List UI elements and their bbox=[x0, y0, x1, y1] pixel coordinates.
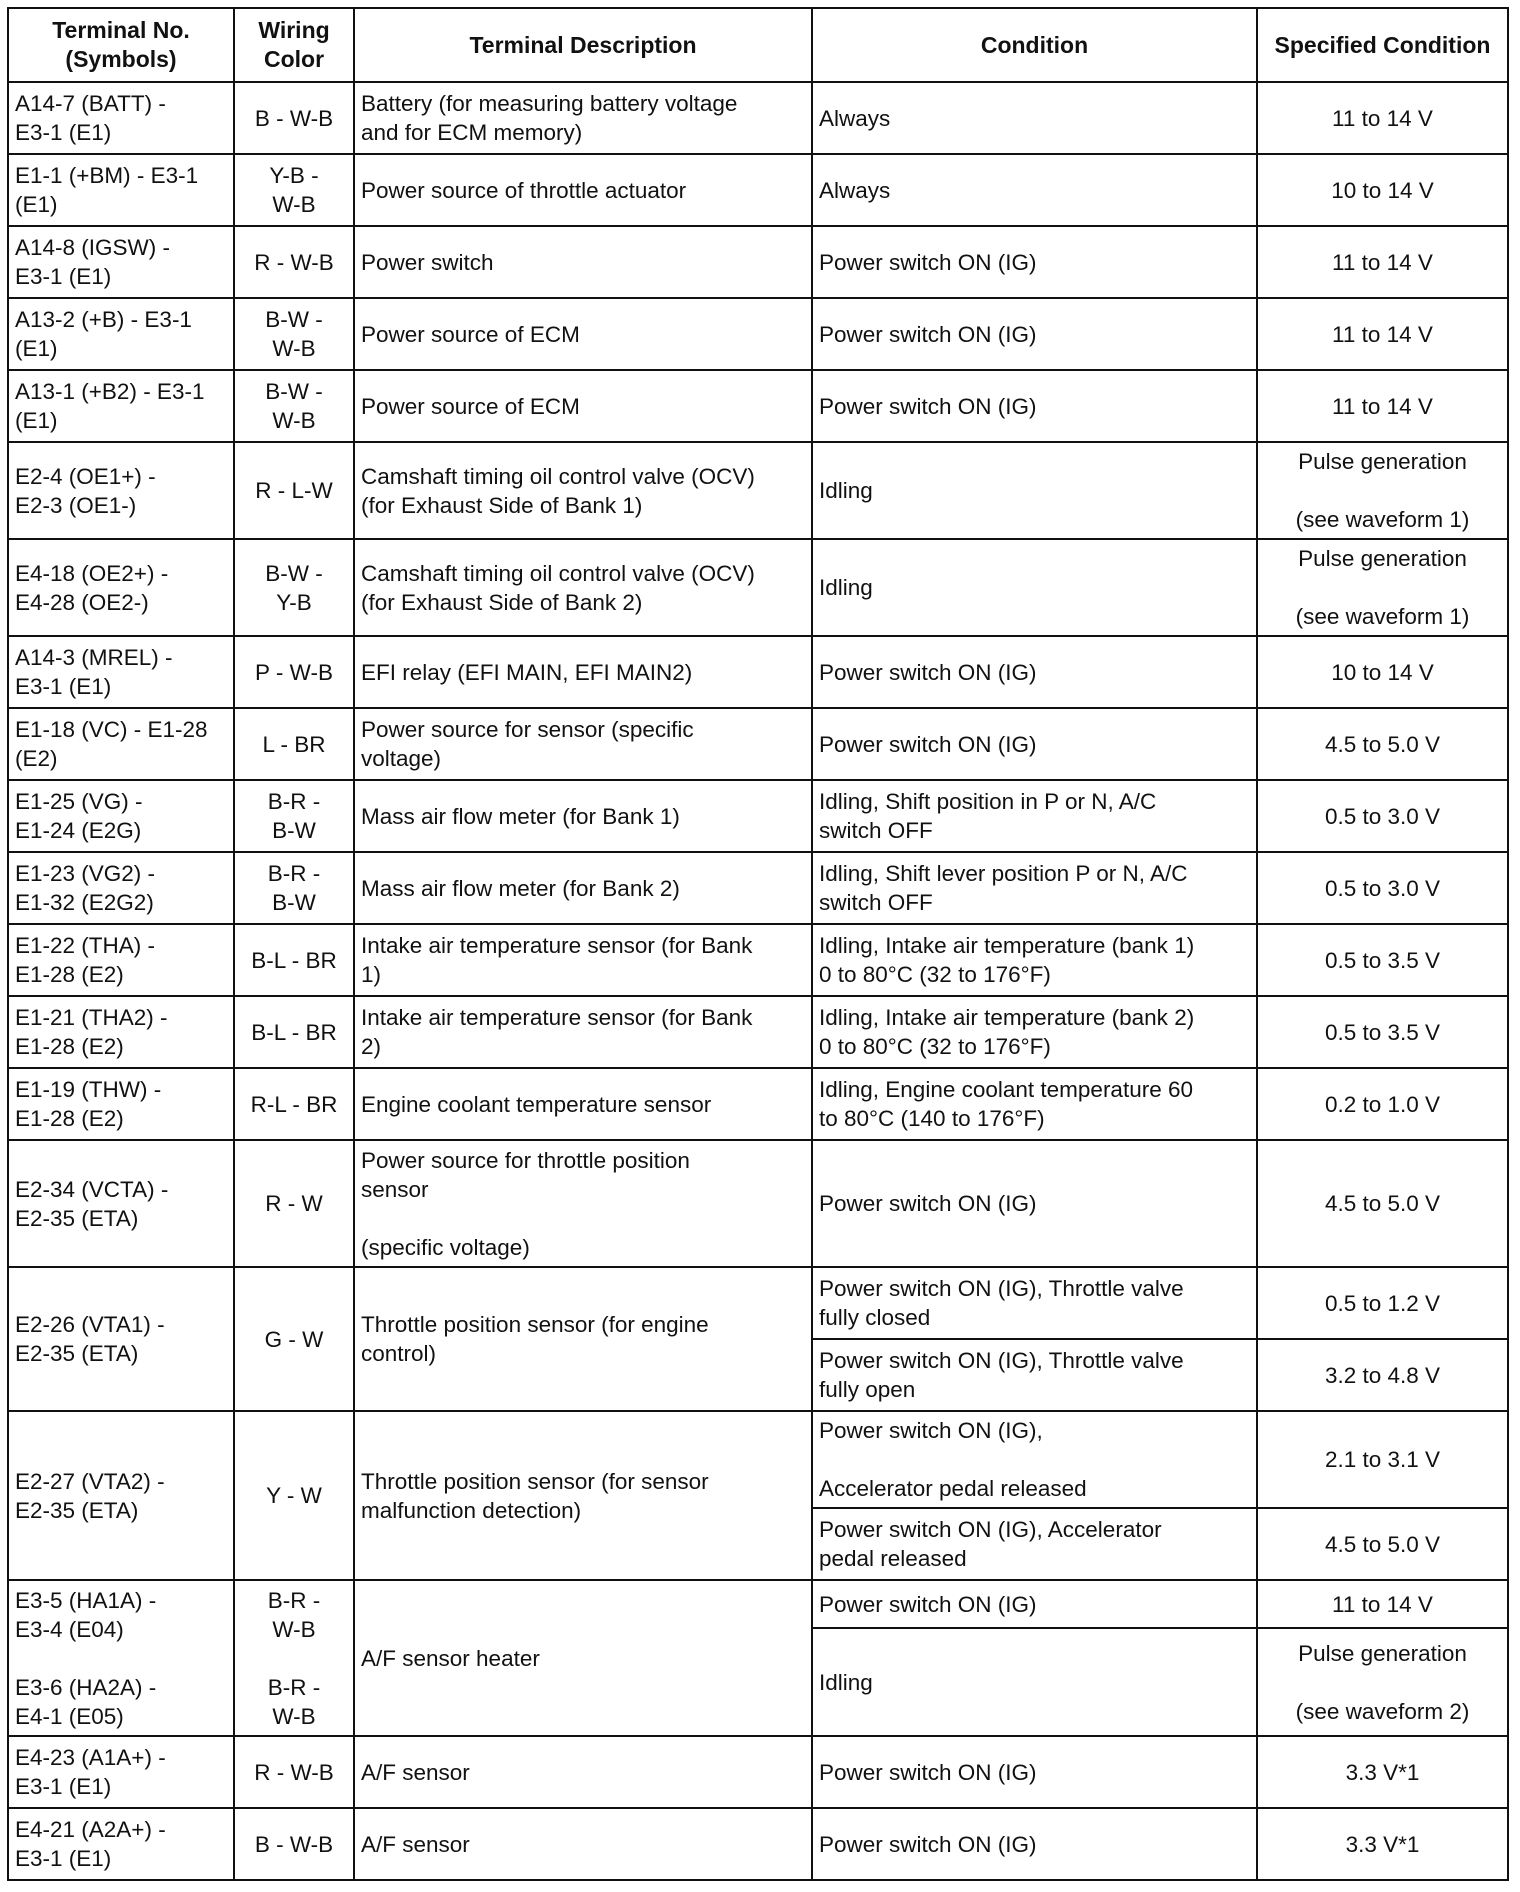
terminal-cell: E3-5 (HA1A) - E3-4 (E04) E3-6 (HA2A) - E4-1 (E05) bbox=[8, 1580, 234, 1736]
table-row bbox=[8, 154, 1508, 226]
condition-cell: Idling, Shift position in P or N, A/C switch OFF bbox=[812, 780, 1257, 852]
condition-cell: Always bbox=[812, 82, 1257, 154]
wiring-cell: B-R - B-W bbox=[234, 780, 354, 852]
terminal-cell: E4-21 (A2A+) - E3-1 (E1) bbox=[8, 1808, 234, 1880]
specified-cell: 3.3 V*1 bbox=[1257, 1808, 1508, 1880]
specified-cell: 0.5 to 3.0 V bbox=[1257, 780, 1508, 852]
wiring-cell: R-L - BR bbox=[234, 1068, 354, 1140]
condition-cell: Idling, Engine coolant temperature 60 to 80°C (140 to 176°F) bbox=[812, 1068, 1257, 1140]
wiring-cell: P - W-B bbox=[234, 636, 354, 708]
description-cell: Power source for throttle position sensor (specific voltage) bbox=[354, 1140, 812, 1267]
specified-cell: 11 to 14 V bbox=[1257, 298, 1508, 370]
specified-cell: 11 to 14 V bbox=[1257, 1580, 1508, 1628]
description-cell: Power switch bbox=[354, 226, 812, 298]
table-row bbox=[8, 1411, 1508, 1508]
table-row bbox=[8, 82, 1508, 154]
description-cell: Throttle position sensor (for sensor malfunction detection) bbox=[354, 1411, 812, 1580]
table-row bbox=[8, 780, 1508, 852]
description-cell: Power source of ECM bbox=[354, 370, 812, 442]
wiring-cell: R - W-B bbox=[234, 226, 354, 298]
terminal-cell: E2-27 (VTA2) - E2-35 (ETA) bbox=[8, 1411, 234, 1580]
table-row bbox=[8, 996, 1508, 1068]
header-specified-condition: Specified Condition bbox=[1257, 8, 1508, 82]
wiring-cell: B - W-B bbox=[234, 1808, 354, 1880]
description-cell: Intake air temperature sensor (for Bank 2) bbox=[354, 996, 812, 1068]
header-terminal: Terminal No. (Symbols) bbox=[8, 8, 234, 82]
terminal-cell: E2-4 (OE1+) - E2-3 (OE1-) bbox=[8, 442, 234, 539]
wiring-cell: R - W bbox=[234, 1140, 354, 1267]
specified-cell: 3.3 V*1 bbox=[1257, 1736, 1508, 1808]
specified-cell: 0.5 to 3.5 V bbox=[1257, 924, 1508, 996]
condition-cell: Always bbox=[812, 154, 1257, 226]
terminal-cell: E4-18 (OE2+) - E4-28 (OE2-) bbox=[8, 539, 234, 636]
table-row bbox=[8, 1140, 1508, 1267]
terminal-cell: E2-34 (VCTA) - E2-35 (ETA) bbox=[8, 1140, 234, 1267]
specified-cell: 4.5 to 5.0 V bbox=[1257, 708, 1508, 780]
description-cell: Engine coolant temperature sensor bbox=[354, 1068, 812, 1140]
table-row bbox=[8, 1736, 1508, 1808]
header-wiring-color: Wiring Color bbox=[234, 8, 354, 82]
specified-cell: 11 to 14 V bbox=[1257, 82, 1508, 154]
condition-cell: Power switch ON (IG), Throttle valve fully closed bbox=[812, 1267, 1257, 1339]
terminal-cell: E4-23 (A1A+) - E3-1 (E1) bbox=[8, 1736, 234, 1808]
wiring-cell: Y-B - W-B bbox=[234, 154, 354, 226]
table-row bbox=[8, 636, 1508, 708]
terminal-cell: E1-18 (VC) - E1-28 (E2) bbox=[8, 708, 234, 780]
specified-cell: 3.2 to 4.8 V bbox=[1257, 1339, 1508, 1411]
header-row bbox=[8, 8, 1508, 82]
table-row bbox=[8, 539, 1508, 636]
condition-cell: Power switch ON (IG) bbox=[812, 1808, 1257, 1880]
condition-cell: Power switch ON (IG) bbox=[812, 370, 1257, 442]
description-cell: Mass air flow meter (for Bank 1) bbox=[354, 780, 812, 852]
table-row bbox=[8, 924, 1508, 996]
condition-cell: Power switch ON (IG), Accelerator pedal released bbox=[812, 1411, 1257, 1508]
condition-cell: Idling, Shift lever position P or N, A/C switch OFF bbox=[812, 852, 1257, 924]
description-cell: Camshaft timing oil control valve (OCV) (for Exhaust Side of Bank 2) bbox=[354, 539, 812, 636]
table-row bbox=[8, 1808, 1508, 1880]
wiring-cell: B-L - BR bbox=[234, 996, 354, 1068]
specified-cell: 0.5 to 3.0 V bbox=[1257, 852, 1508, 924]
specified-cell: 2.1 to 3.1 V bbox=[1257, 1411, 1508, 1508]
table-row bbox=[8, 852, 1508, 924]
terminal-cell: A14-3 (MREL) - E3-1 (E1) bbox=[8, 636, 234, 708]
header-terminal-description: Terminal Description bbox=[354, 8, 812, 82]
condition-cell: Power switch ON (IG) bbox=[812, 1736, 1257, 1808]
specified-cell: 11 to 14 V bbox=[1257, 370, 1508, 442]
wiring-cell: L - BR bbox=[234, 708, 354, 780]
description-cell: A/F sensor bbox=[354, 1808, 812, 1880]
specified-cell: 0.2 to 1.0 V bbox=[1257, 1068, 1508, 1140]
wiring-cell: B-R - W-B B-R - W-B bbox=[234, 1580, 354, 1736]
condition-cell: Idling bbox=[812, 1628, 1257, 1736]
specified-cell: 10 to 14 V bbox=[1257, 154, 1508, 226]
table-row bbox=[8, 226, 1508, 298]
terminal-cell: A14-7 (BATT) - E3-1 (E1) bbox=[8, 82, 234, 154]
wiring-cell: Y - W bbox=[234, 1411, 354, 1580]
specified-cell: 0.5 to 3.5 V bbox=[1257, 996, 1508, 1068]
table-row bbox=[8, 298, 1508, 370]
wiring-cell: B - W-B bbox=[234, 82, 354, 154]
wiring-cell: B-R - B-W bbox=[234, 852, 354, 924]
specified-cell: Pulse generation (see waveform 2) bbox=[1257, 1628, 1508, 1736]
terminal-cell: A13-1 (+B2) - E3-1 (E1) bbox=[8, 370, 234, 442]
terminal-cell: E1-1 (+BM) - E3-1 (E1) bbox=[8, 154, 234, 226]
description-cell: Power source of ECM bbox=[354, 298, 812, 370]
condition-cell: Power switch ON (IG), Accelerator pedal released bbox=[812, 1508, 1257, 1580]
specified-cell: 4.5 to 5.0 V bbox=[1257, 1140, 1508, 1267]
description-cell: A/F sensor heater bbox=[354, 1580, 812, 1736]
condition-cell: Idling bbox=[812, 442, 1257, 539]
condition-cell: Idling, Intake air temperature (bank 2) 0 to 80°C (32 to 176°F) bbox=[812, 996, 1257, 1068]
condition-cell: Idling bbox=[812, 539, 1257, 636]
terminal-spec-table bbox=[7, 7, 1509, 1881]
description-cell: Camshaft timing oil control valve (OCV) (for Exhaust Side of Bank 1) bbox=[354, 442, 812, 539]
condition-cell: Power switch ON (IG) bbox=[812, 708, 1257, 780]
terminal-cell: E1-19 (THW) - E1-28 (E2) bbox=[8, 1068, 234, 1140]
wiring-cell: R - W-B bbox=[234, 1736, 354, 1808]
table-row bbox=[8, 442, 1508, 539]
wiring-cell: B-L - BR bbox=[234, 924, 354, 996]
description-cell: Mass air flow meter (for Bank 2) bbox=[354, 852, 812, 924]
condition-cell: Power switch ON (IG) bbox=[812, 226, 1257, 298]
description-cell: EFI relay (EFI MAIN, EFI MAIN2) bbox=[354, 636, 812, 708]
header-condition: Condition bbox=[812, 8, 1257, 82]
wiring-cell: B-W - Y-B bbox=[234, 539, 354, 636]
wiring-cell: G - W bbox=[234, 1267, 354, 1411]
condition-cell: Power switch ON (IG) bbox=[812, 636, 1257, 708]
specified-cell: 11 to 14 V bbox=[1257, 226, 1508, 298]
terminal-cell: E1-21 (THA2) - E1-28 (E2) bbox=[8, 996, 234, 1068]
condition-cell: Power switch ON (IG) bbox=[812, 1580, 1257, 1628]
table-row bbox=[8, 370, 1508, 442]
description-cell: Battery (for measuring battery voltage and for ECM memory) bbox=[354, 82, 812, 154]
wiring-cell: B-W - W-B bbox=[234, 298, 354, 370]
terminal-cell: A14-8 (IGSW) - E3-1 (E1) bbox=[8, 226, 234, 298]
description-cell: Throttle position sensor (for engine control) bbox=[354, 1267, 812, 1411]
table-row bbox=[8, 1267, 1508, 1339]
terminal-cell: E1-23 (VG2) - E1-32 (E2G2) bbox=[8, 852, 234, 924]
condition-cell: Power switch ON (IG) bbox=[812, 298, 1257, 370]
condition-cell: Idling, Intake air temperature (bank 1) 0 to 80°C (32 to 176°F) bbox=[812, 924, 1257, 996]
condition-cell: Power switch ON (IG) bbox=[812, 1140, 1257, 1267]
specified-cell: 10 to 14 V bbox=[1257, 636, 1508, 708]
specified-cell: Pulse generation (see waveform 1) bbox=[1257, 442, 1508, 539]
condition-cell: Power switch ON (IG), Throttle valve fully open bbox=[812, 1339, 1257, 1411]
terminal-cell: E1-22 (THA) - E1-28 (E2) bbox=[8, 924, 234, 996]
description-cell: Power source for sensor (specific voltage) bbox=[354, 708, 812, 780]
specified-cell: 0.5 to 1.2 V bbox=[1257, 1267, 1508, 1339]
wiring-cell: R - L-W bbox=[234, 442, 354, 539]
specified-cell: Pulse generation (see waveform 1) bbox=[1257, 539, 1508, 636]
description-cell: A/F sensor bbox=[354, 1736, 812, 1808]
specified-cell: 4.5 to 5.0 V bbox=[1257, 1508, 1508, 1580]
terminal-cell: E1-25 (VG) - E1-24 (E2G) bbox=[8, 780, 234, 852]
wiring-cell: B-W - W-B bbox=[234, 370, 354, 442]
description-cell: Power source of throttle actuator bbox=[354, 154, 812, 226]
terminal-cell: E2-26 (VTA1) - E2-35 (ETA) bbox=[8, 1267, 234, 1411]
table-row bbox=[8, 1068, 1508, 1140]
table-row bbox=[8, 708, 1508, 780]
description-cell: Intake air temperature sensor (for Bank 1) bbox=[354, 924, 812, 996]
table-row bbox=[8, 1580, 1508, 1628]
terminal-cell: A13-2 (+B) - E3-1 (E1) bbox=[8, 298, 234, 370]
